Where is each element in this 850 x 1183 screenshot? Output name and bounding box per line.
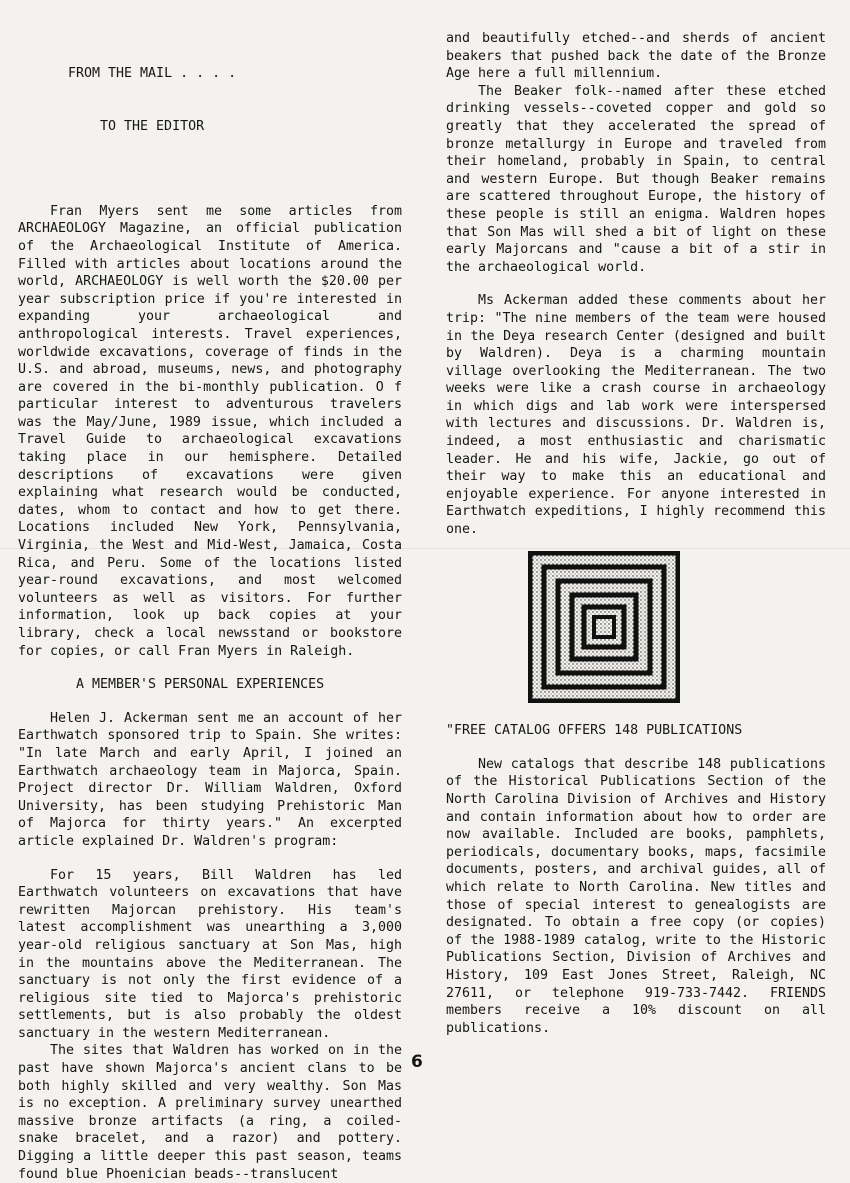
waldren-paragraph-2: The sites that Waldren has worked on in the past have shown Majorca's ancient clans to be both highly skilled and very wealthy. Son Mas is no exception. A preliminary survey unearthed massive bronze artifacts (a ring, a coiled-snake bracelet, and a razor) and pottery. Digging a little deeper this past season, teams found blue Phoenician beads--translucent (18, 1043, 402, 1182)
mail-heading (18, 30, 402, 171)
beaker-paragraph: The Beaker folk--named after these etched drinking vessels--coveted copper and gold so greatly that they accelerated the spread of bronze metallurgy in Europe and traveled from their homeland, probably in Spain, to central and western Europe. But though Beaker remains are scattered throughout Europe, the history of these people is still an enigma. Waldren hopes that Son Mas will shed a bit of light on these early Majorcans and "cause a bit of a stir in the archaeological world. (446, 83, 826, 275)
page-number: 6 (411, 1052, 423, 1072)
spacer (18, 187, 402, 203)
member-paragraph: Helen J. Ackerman sent me an account of her Earthwatch sponsored trip to Spain. She writes: "In late March and early April, I joined an Earthwatch archaeology team in Majorca, Spain. Project director Dr. William Waldren, Oxford University, has been studying Prehistoric Man of Majorca for thirty years." An excerpted article explained Dr. Waldren's program: (18, 710, 402, 849)
spacer (18, 171, 402, 187)
spacer (446, 276, 826, 292)
mail-heading-line1: FROM THE MAIL . . . . (68, 66, 237, 82)
spacer (18, 694, 402, 710)
catalog-heading: "FREE CATALOG OFFERS 148 PUBLICATIONS (446, 723, 743, 739)
waldren-paragraph-1: For 15 years, Bill Waldren has led Earthwatch volunteers on excavations that have rewritten Majorcan prehistory. His team's latest accomplishment was unearthing a 3,000 year-old religious sanctuary at Son Mas, high in the mountains above the Mediterranean. The sanctuary is not only the first evidence of a religious site tied to Majorca's prehistoric settlements, but is also probably the oldest sanctuary in the western Mediterranean. (18, 867, 402, 1041)
spacer (18, 851, 402, 867)
mail-heading-line2: TO THE EDITOR (100, 118, 205, 134)
right-column (446, 30, 826, 1037)
ackerman-paragraph: Ms Ackerman added these comments about her trip: "The nine members of the team were housed in the Deya research Center (designed and built by Waldren). Deya is a charming mountain village overlooking the Mediterranean. The two weeks were like a crash course in archaeology in which digs and lab work were interspersed with lectures and discussions. Dr. Waldren is, indeed, a most enthusiastic and charismatic leader. He and his wife, Jackie, go out of their way to make this an educational and enjoyable experience. For anyone interested in Earthwatch expeditions, I highly recommend this one. (446, 293, 826, 538)
member-heading: A MEMBER'S PERSONAL EXPERIENCES (76, 677, 325, 693)
mail-paragraph: Fran Myers sent me some articles from ARCHAEOLOGY Magazine, an official publication of the Archaeological Institute of America. Filled with articles about locations around the world, ARCHAEOLOGY is well worth the $20.00 per year subscription price if you're interested in expanding your archaeological and anthropological interests. Travel experiences, worldwide excavations, coverage of finds in the U.S. and abroad, museums, news, and photography are covered in the bi-monthly publication. O f particular interest to adventurous travelers was the May/June, 1989 issue, which included a Travel Guide to archaeological excavations taking place in our hemisphere. Detailed descriptions of excavations were given explaining what research would be conducted, dates, whom to contact and how to get there. Locations included New York, Pennsylvania, Virginia, the West and Mid-West, Jamaica, Costa Rica, and Peru. Some of the locations listed year-round excavations, and most welcomed volunteers as well as visitors. For further information, look up back copies at your library, check a local newsstand or bookstore for copies, or call Fran Myers in Raleigh. (18, 203, 402, 659)
spacer (446, 740, 826, 756)
left-column (18, 30, 402, 1183)
catalog-paragraph: New catalogs that describe 148 publications of the Historical Publications Section of the North Carolina Division of Archives and History and contain information about how to order are now available. Included are books, pamphlets, periodicals, documentary books, maps, facsimile documents, posters, and archival guides, all of which relate to North Carolina. New titles and those of special interest to genealogists are designated. To obtain a free copy (or copies) of the 1988-1989 catalog, write to the Historic Publications Section, Division of Archives and History, 109 East Jones Street, Raleigh, NC 27611, or telephone 919-733-7442. FRIENDS members receive a 10% discount on all publications. (446, 756, 826, 1036)
concentric-squares-illustration (528, 551, 680, 703)
continued-paragraph: and beautifully etched--and sherds of ancient beakers that pushed back the date of the Bronze Age here a full millennium. (446, 31, 826, 82)
spacer (18, 660, 402, 676)
